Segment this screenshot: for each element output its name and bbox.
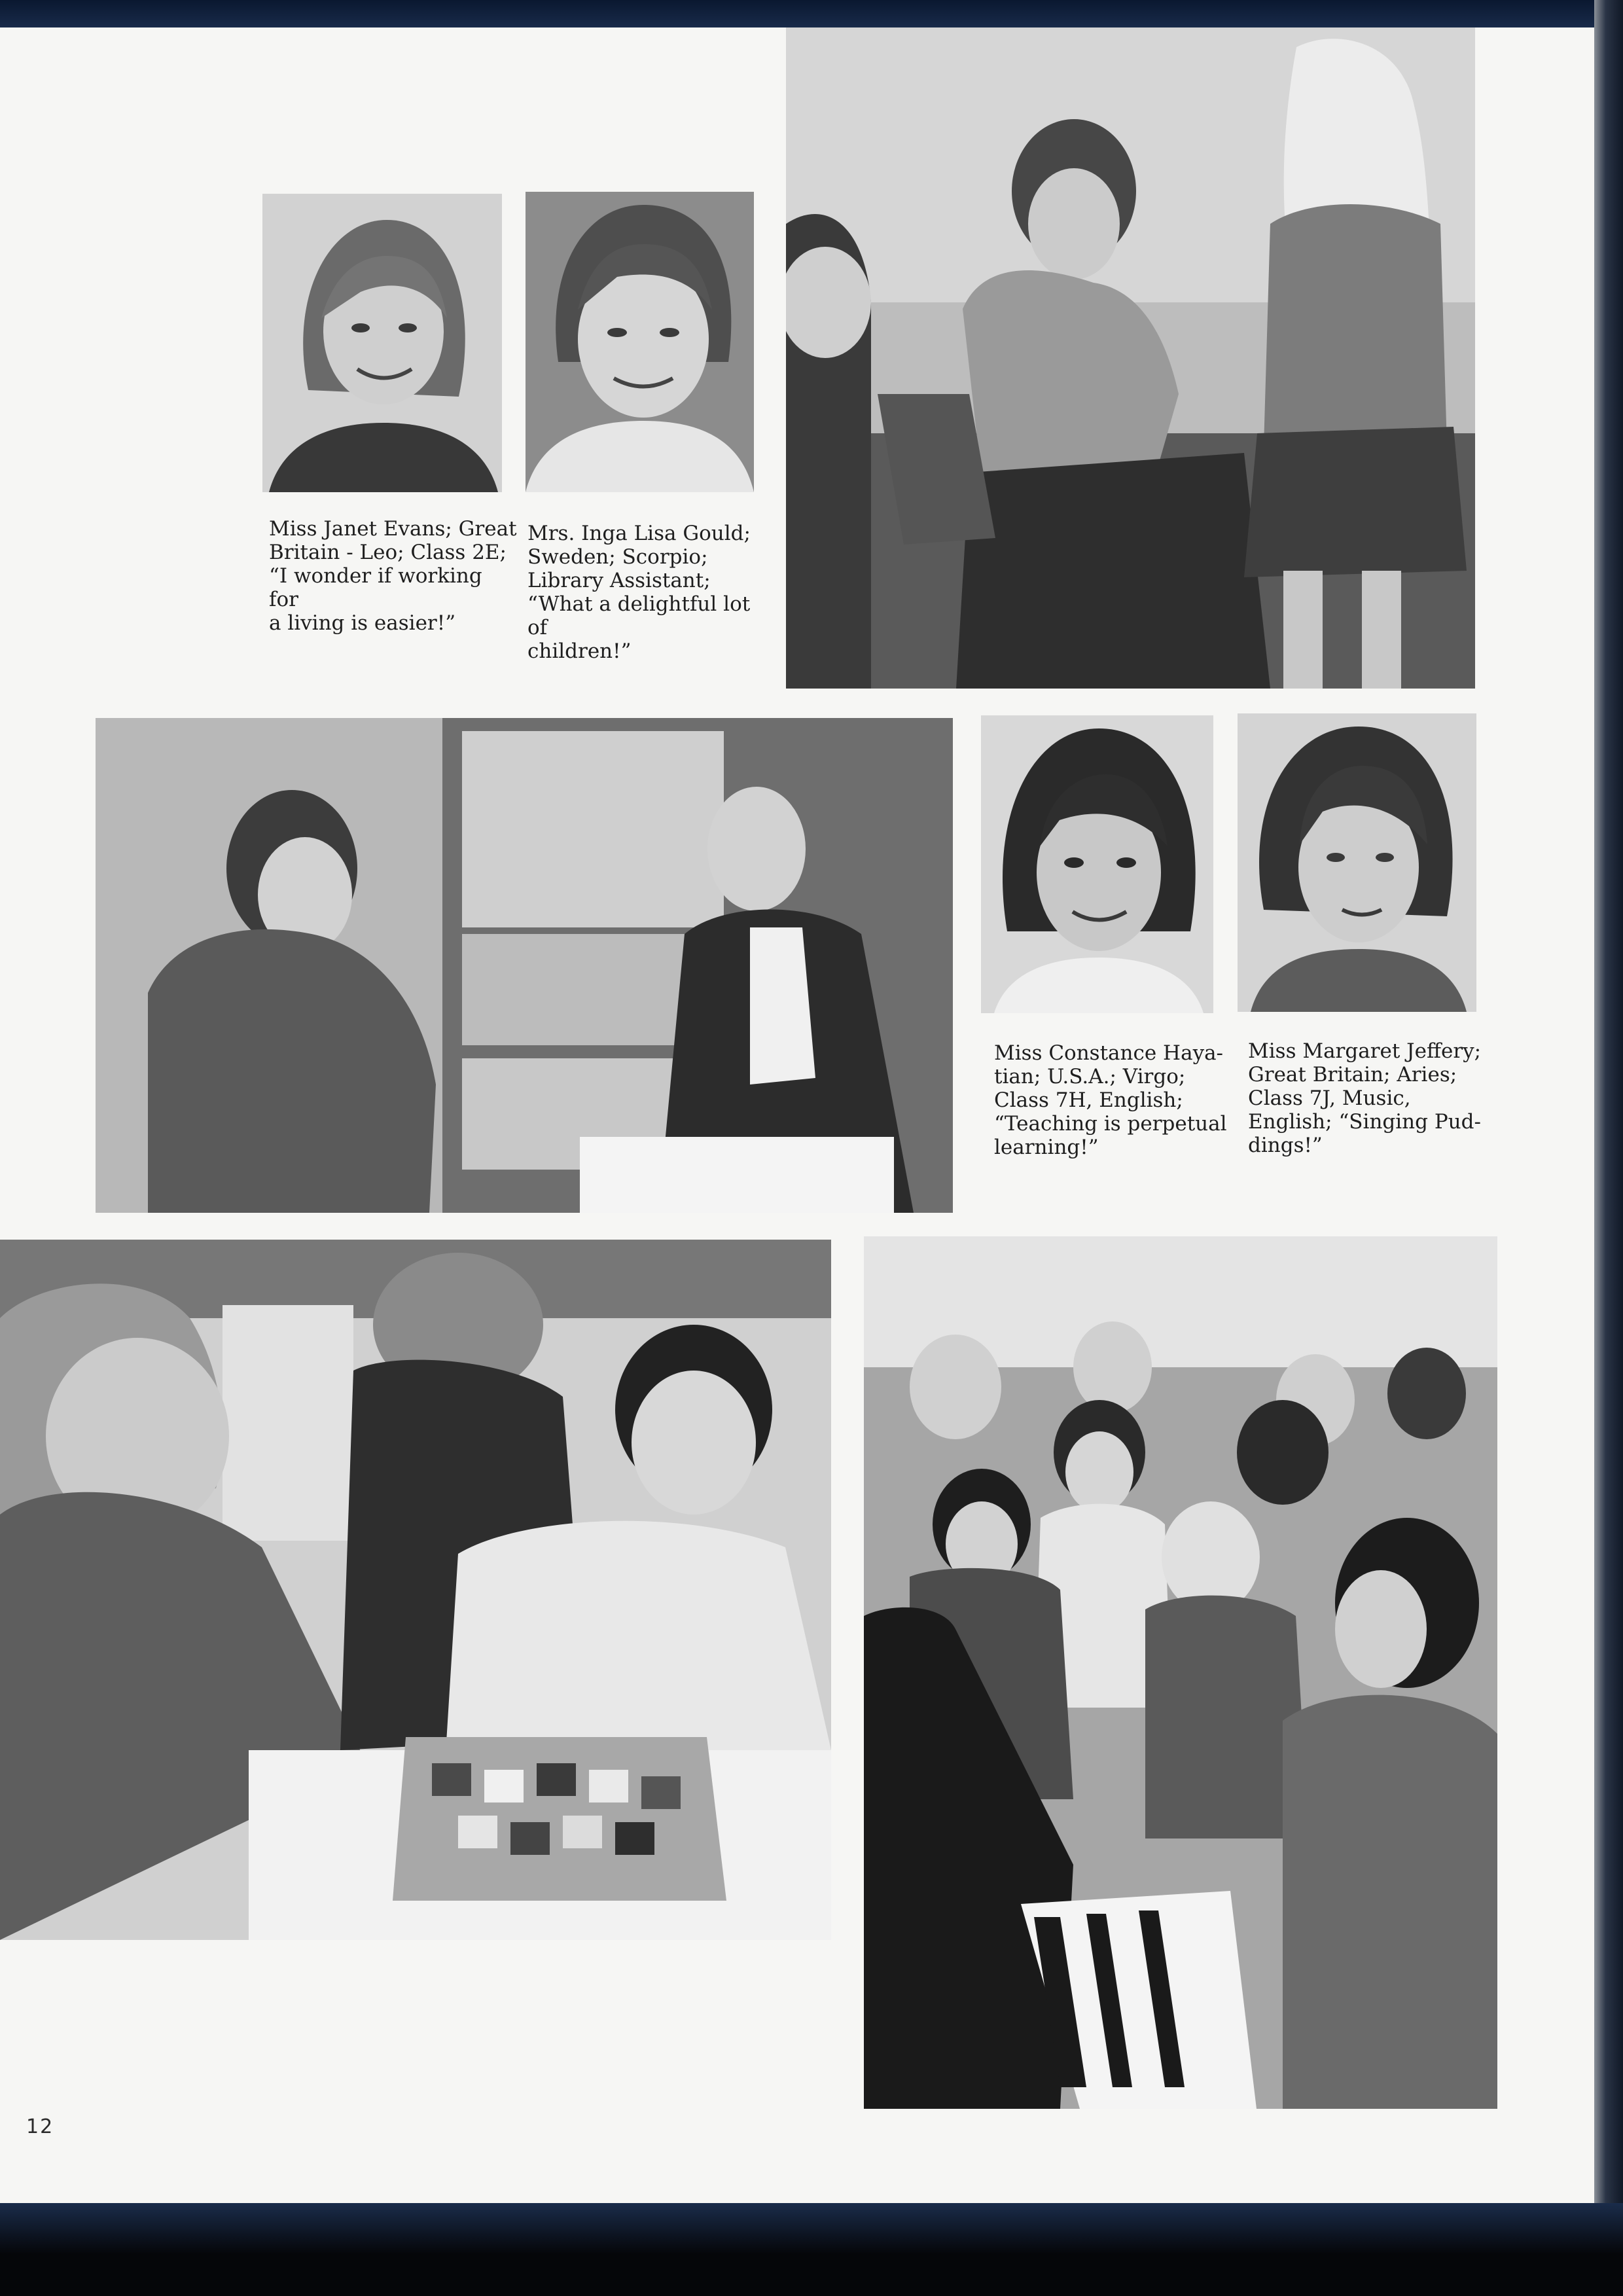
photo-teacher-with-children [786, 27, 1475, 689]
photo-teacher-at-piano [864, 1236, 1497, 2109]
page-number: 12 [26, 2115, 54, 2138]
photo-teachers-in-office [96, 718, 953, 1213]
scan-top-edge [0, 0, 1623, 30]
caption-inga-lisa-gould: Mrs. Inga Lisa Gould; Sweden; Scorpio; Library Assistant; “What a delightful lot of children!” [527, 522, 751, 663]
binding-edge [1594, 0, 1623, 2296]
portrait-margaret-jeffery [1238, 713, 1476, 1012]
caption-janet-evans: Miss Janet Evans; Great Britain - Leo; Class 2E; “I wonder if working for a living is easier!” [269, 517, 517, 635]
portrait-inga-lisa-gould [526, 192, 754, 492]
portrait-constance-hayatian [981, 715, 1213, 1013]
caption-constance-hayatian: Miss Constance Haya- tian; U.S.A.; Virgo; Class 7H, English; “Teaching is perpetual learning!” [994, 1041, 1227, 1159]
photo-children-with-blocks [0, 1240, 831, 1940]
caption-margaret-jeffery: Miss Margaret Jeffery; Great Britain; Aries; Class 7J, Music, English; “Singing Pud- dings!” [1248, 1039, 1482, 1157]
portrait-janet-evans [262, 194, 502, 492]
scan-bottom-edge [0, 2203, 1623, 2296]
